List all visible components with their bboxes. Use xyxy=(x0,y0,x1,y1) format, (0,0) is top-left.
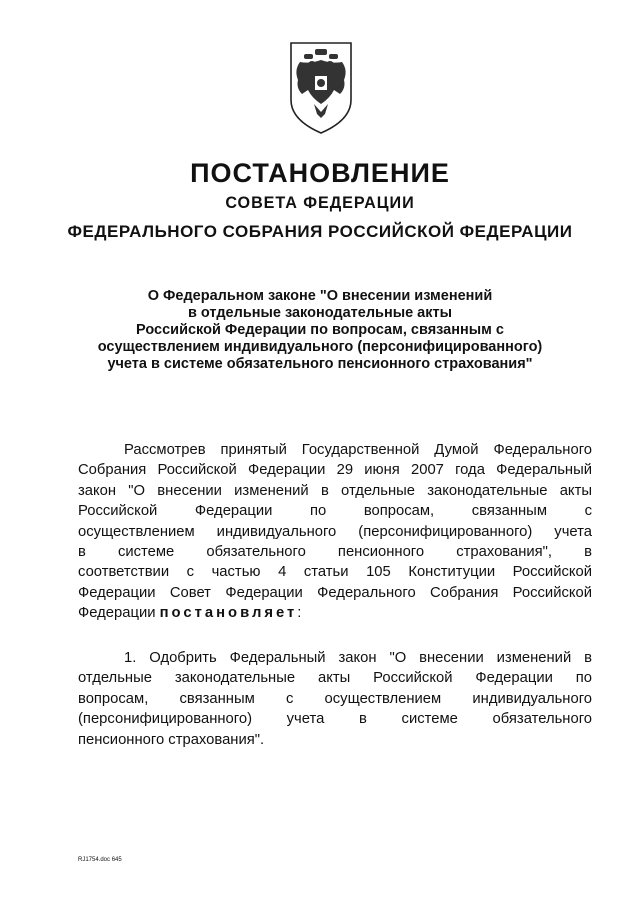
resolves-keyword: постановляет xyxy=(159,605,298,622)
paragraph-line: осуществлением индивидуального (персонифицированного) учета xyxy=(78,523,592,540)
paragraph-line: отдельные законодательные акты Российской Федерации по xyxy=(78,670,592,687)
subject-line: Российской Федерации по вопросам, связанным с xyxy=(136,322,504,338)
paragraph-line: Российской Федерации по вопросам, связанным с xyxy=(78,503,592,520)
coat-of-arms-icon xyxy=(288,40,354,136)
subject-line: О Федеральном законе "О внесении изменений xyxy=(147,288,493,304)
paragraph-line xyxy=(78,603,592,623)
document-title: ПОСТАНОВЛЕНИЕ xyxy=(190,158,450,188)
document-reference: RJ1754.doc 645 xyxy=(78,857,122,863)
document-subject xyxy=(80,288,560,373)
paragraph-line: Федерации Совет Федерации Федерального Собрания Российской xyxy=(78,584,592,601)
subject-line: в отдельные законодательные акты xyxy=(187,305,452,321)
last-line-suffix: : xyxy=(297,605,302,622)
issuer-line-1: СОВЕТА ФЕДЕРАЦИИ xyxy=(225,193,415,212)
paragraph-line: в системе обязательного пенсионного страхования", в xyxy=(78,544,592,561)
paragraph-line: Рассмотрев принятый Государственной Думой Федерального xyxy=(124,442,592,458)
paragraph-line: Собрания Российской Федерации 29 июня 2007 года Федеральный xyxy=(78,462,592,479)
subject-line: учета в системе обязательного пенсионного страхования" xyxy=(107,356,533,372)
subject-line: осуществлением индивидуального (персонифицированного) xyxy=(97,339,543,355)
emblem xyxy=(288,40,354,136)
paragraph-line: закон "О внесении изменений в отдельные законодательные акты xyxy=(78,482,592,499)
last-line-prefix: Федерации xyxy=(78,605,156,622)
paragraph-line: (персонифицированного) учета в системе обязательного xyxy=(78,711,592,728)
paragraph-line: пенсионного страхования". xyxy=(78,731,265,748)
paragraph-line: вопросам, связанным с осуществлением индивидуального xyxy=(78,690,592,707)
issuer-line-2: ФЕДЕРАЛЬНОГО СОБРАНИЯ РОССИЙСКОЙ ФЕДЕРАЦИИ xyxy=(67,222,573,241)
resolution-item-1 xyxy=(78,648,592,750)
paragraph-line: 1. Одобрить Федеральный закон "О внесении изменений в xyxy=(124,650,592,666)
paragraph-line: соответствии с частью 4 статьи 105 Конституции Российской xyxy=(78,564,592,581)
preamble-paragraph xyxy=(78,440,592,624)
